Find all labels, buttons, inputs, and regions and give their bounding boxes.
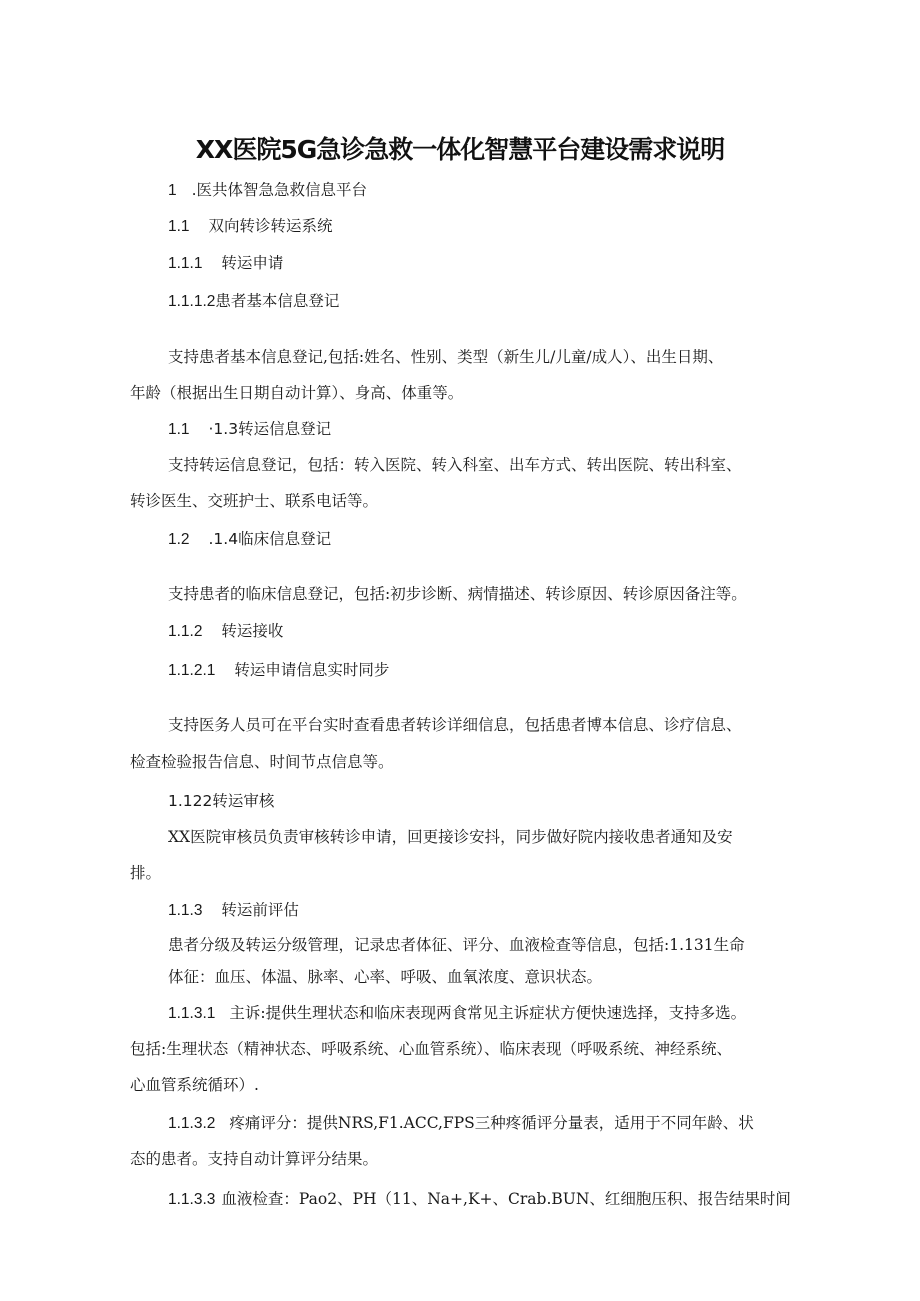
heading-1-1-2-1 — [168, 658, 389, 680]
heading-number: 1 — [168, 182, 177, 199]
heading-number: 1.1.1.2 — [168, 293, 216, 310]
heading-text: 转运接收 — [221, 622, 284, 640]
heading-1-1-2-2: 1.122转运审核 — [168, 792, 275, 810]
paragraph-line: 支持患者的临床信息登记，包括:初步诊断、病情描述、转诊原因、转诊原因备注等。 — [168, 585, 747, 603]
paragraph-line: 检查检验报告信息、时间节点信息等。 — [130, 753, 394, 771]
heading-1 — [168, 178, 367, 200]
paragraph-line: 包括:生理状态（精神状态、呼吸系统、心血管系统）、临床表现（呼吸系统、神经系统、 — [130, 1040, 732, 1058]
paragraph-line: 体征：血压、体温、脉率、心率、呼吸、血氧浓度、意识状态。 — [168, 968, 603, 986]
heading-text: 转运申请 — [221, 254, 284, 272]
item-text: 血液检查：Pao2、PH（11、Na+,K+、Crab.BUN、红细胞压积、报告结果时间 — [221, 1190, 791, 1208]
paragraph-line: 心血管系统循环）. — [130, 1076, 259, 1094]
heading-1-1 — [168, 214, 333, 236]
item-text: 主诉:提供生理状态和临床表现两食常见主诉症状方便快速选择，支持多选。 — [229, 1004, 747, 1022]
paragraph-line — [168, 1187, 791, 1209]
paragraph-line: 支持患者基本信息登记,包括:姓名、性别、类型（新生儿/儿童/成人）、出生日期、 — [168, 348, 724, 366]
heading-number: 1.1 — [168, 421, 190, 438]
heading-number: 1.1.3 — [168, 902, 203, 919]
paragraph-line: 支持转运信息登记，包括：转入医院、转入科室、出车方式、转出医院、转出科室、 — [168, 456, 742, 474]
heading-text: .医共体智急急救信息平台 — [191, 181, 367, 199]
paragraph-line: 态的患者。支持自动计算评分结果。 — [130, 1150, 379, 1168]
item-number: 1.1.3.2 — [168, 1115, 216, 1132]
heading-number: 1.1.2 — [168, 623, 203, 640]
heading-number: 1.2 — [168, 531, 190, 548]
heading-1-1-2 — [168, 619, 283, 641]
paragraph-line: 转诊医生、交班护士、联系电话等。 — [130, 492, 379, 510]
paragraph-line: 排。 — [130, 864, 162, 882]
heading-1-1-1 — [168, 251, 283, 273]
paragraph-line: 患者分级及转运分级管理，记录忠者体征、评分、血液检查等信息，包括:1.131生命 — [168, 936, 745, 954]
paragraph-line: 年龄（根据出生日期自动计算）、身高、体重等。 — [130, 384, 464, 402]
paragraph-line — [168, 1001, 746, 1023]
heading-text: 转运前评估 — [221, 901, 299, 919]
heading-1-1-1-2 — [168, 289, 339, 311]
heading-1-1-3 — [168, 898, 299, 920]
document-title: XX医院5G急诊急救一体化智慧平台建设需求说明 — [195, 135, 725, 164]
paragraph-line: 支持医务人员可在平台实时查看患者转诊详细信息，包括患者博本信息、诊疗信息、 — [168, 716, 742, 734]
heading-text: 患者基本信息登记 — [215, 292, 340, 310]
item-number: 1.1.3.1 — [168, 1005, 216, 1022]
heading-text: .1.4临床信息登记 — [208, 530, 332, 548]
item-number: 1.1.3.3 — [168, 1191, 216, 1208]
heading-text: 转运申请信息实时同步 — [234, 661, 390, 679]
heading-text: 双向转诊转运系统 — [208, 217, 333, 235]
item-text: 疼痛评分：提供NRS,F1.ACC,FPS三种疼循评分量表，适用于不同年龄、状 — [229, 1114, 754, 1132]
paragraph-line: XX医院审核员负责审核转诊申请，回更接诊安抖，同步做好院内接收患者通知及安 — [168, 828, 733, 846]
heading-1-1-1-3 — [168, 417, 331, 439]
heading-number: 1.1 — [168, 218, 190, 235]
heading-text: ·1.3转运信息登记 — [208, 420, 332, 438]
heading-number: 1.1.1 — [168, 255, 203, 272]
heading-number: 1.1.2.1 — [168, 662, 216, 679]
heading-1-1-1-4 — [168, 527, 331, 549]
paragraph-line — [168, 1111, 754, 1133]
